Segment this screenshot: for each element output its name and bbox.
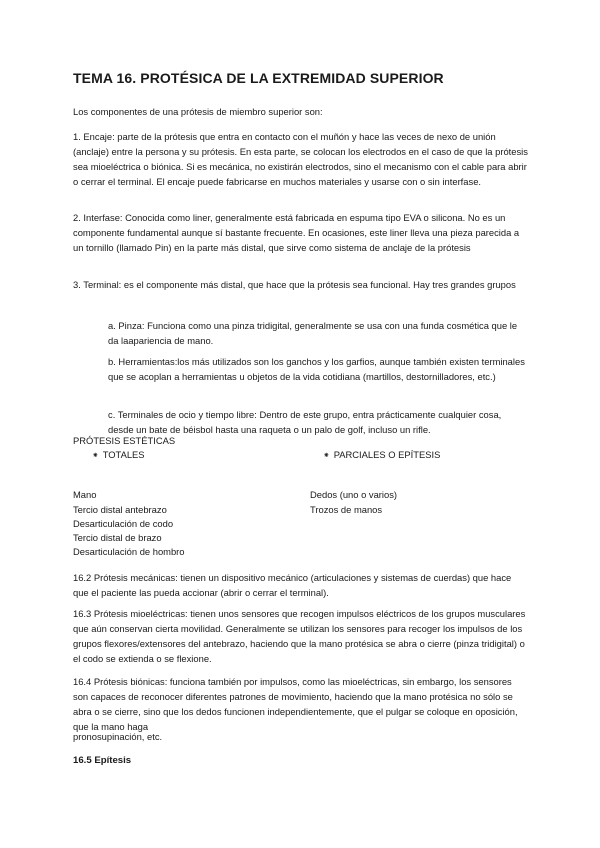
paragraph-interfase: 2. Interfase: Conocida como liner, generalmente está fabricada en espuma tipo EVA o silicona. No es un componente fundamental aunque sí bastante frecuente. En ocasiones, este liner lleva una pieza parecida a un tornillo (llamado Pin) en la parte más distal, que sirve como sistema de anclaje de la prótesis — [73, 212, 520, 253]
bullet-icon: ⁕ — [323, 451, 330, 460]
totales-label: TOTALES — [102, 449, 145, 460]
parciales-label-row — [323, 449, 440, 460]
parciales-item: Dedos (uno o varios) — [310, 489, 398, 500]
paragraph-terminal: 3. Terminal: es el componente más distal, que hace que la prótesis sea funcional. Hay tres grandes grupos — [73, 279, 516, 290]
bullet-icon: ⁕ — [92, 451, 99, 460]
intro-paragraph: Los componentes de una prótesis de miembro superior son: — [73, 106, 323, 117]
totales-item: Tercio distal antebrazo — [73, 504, 167, 515]
parciales-item: Trozos de manos — [310, 504, 383, 515]
paragraph-encaje: 1. Encaje: parte de la prótesis que entra en contacto con el muñón y hace las veces de nexo de unión (anclaje) entre la persona y su prótesis. En esta parte, se colocan los electrodos en el caso de que la prótesis sea mioeléctrica o biónica. Si es mecánica, no existirán electrodos, sino el mecanismo con el cable para abrir o cerrar el terminal. El encaje puede fabricarse en muchos materiales y usarse con o sin interfase. — [73, 131, 528, 187]
totales-item: Tercio distal de brazo — [73, 532, 162, 543]
totales-label-row — [92, 449, 145, 460]
parciales-label: PARCIALES O EPÍTESIS — [333, 449, 441, 460]
section-16-5-heading: 16.5 Epítesis — [73, 755, 132, 766]
section-16-3: 16.3 Prótesis mioeléctricas: tienen unos sensores que recogen impulsos eléctricos de los grupos musculares que aún conservan cierta movilidad. Generalmente se utilizan los sensores para recoger los impulsos de los grupos flexores/extensores del antebrazo, haciendo que la mano protésica se abra o cierre (pinza tridigital) o el codo se extienda o se flexione. — [73, 608, 526, 664]
section-16-4: 16.4 Prótesis biónicas: funciona también por impulsos, como las mioeléctricas, sin embargo, los sensores son capaces de reconocer diferentes patrones de movimiento, haciendo que la mano protésica no sólo se abra o se cierre, sino que los dedos funcionen independientemente, que el pulgar se coloque en oposición, que la mano haga — [73, 676, 518, 732]
totales-item: Desarticulación de hombro — [73, 546, 185, 557]
subitem-ocio: c. Terminales de ocio y tiempo libre: Dentro de este grupo, entra prácticamente cualquier cosa, desde un bate de béisbol hasta una raqueta o un palo de golf, incluso un rifle. — [108, 409, 502, 435]
section-16-4-end: pronosupinación, etc. — [73, 731, 163, 742]
page-title: TEMA 16. PROTÉSICA DE LA EXTREMIDAD SUPERIOR — [73, 70, 444, 86]
subitem-pinza: a. Pinza: Funciona como una pinza tridigital, generalmente se usa con una funda cosmética que le da laapariencia de mano. — [108, 320, 518, 346]
totales-item: Mano — [73, 489, 97, 500]
section-16-2: 16.2 Prótesis mecánicas: tienen un dispositivo mecánico (articulaciones y sistemas de cuerdas) que hace que el paciente las pueda accionar (abrir o cerrar el terminal). — [73, 572, 512, 598]
esteticas-heading: PRÓTESIS ESTÉTICAS — [73, 435, 176, 446]
subitem-herramientas: b. Herramientas:los más utilizados son los ganchos y los garfios, aunque también existen terminales que se acoplan a herramientas u objetos de la vida cotidiana (martillos, destornilladores, etc.) — [108, 356, 525, 382]
totales-item: Desarticulación de codo — [73, 518, 174, 529]
